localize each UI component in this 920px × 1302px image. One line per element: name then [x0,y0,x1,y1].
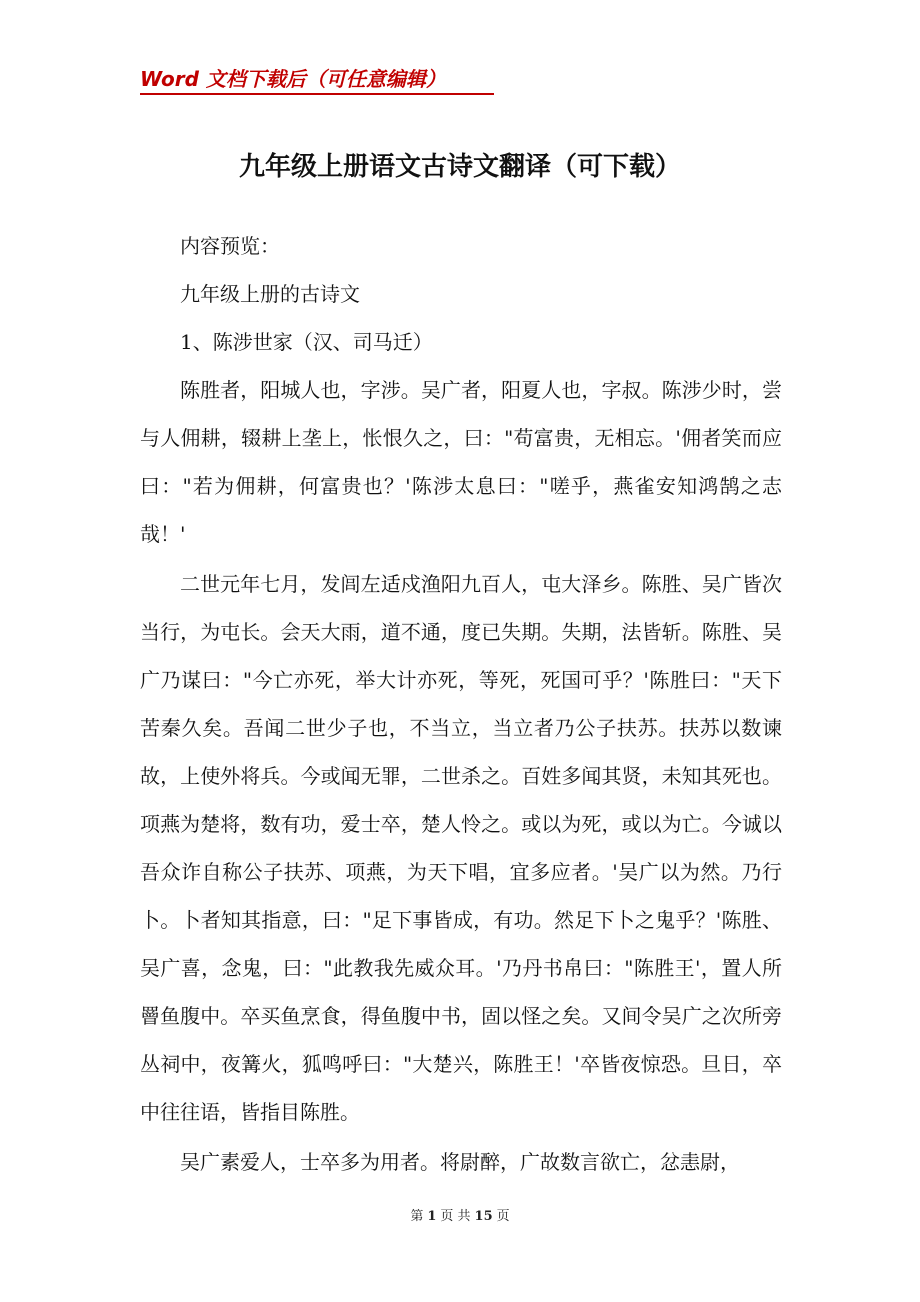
header-banner: Word 文档下载后（可任意编辑） [140,67,446,91]
document-body [140,222,782,1186]
paragraph-preview-label: 内容预览： [180,234,280,258]
footer-prefix: 第 [410,1209,424,1224]
paragraph-text: 吴广素爱人，士卒多为用者。将尉醉，广故数言欲亡，忿恚尉， [180,1150,740,1174]
paragraph-section-heading: 九年级上册的古诗文 [180,282,360,306]
paragraph-poem-title: 1、陈涉世家（汉、司马迁） [180,330,433,354]
footer-middle: 页 共 [440,1209,471,1224]
paragraph-text: 陈胜者，阳城人也，字涉。吴广者，阳夏人也，字叔。陈涉少时，尝与人佣耕，辍耕上垄上，怅恨久之，曰："苟富贵，无相忘。'佣者笑而应曰："若为佣耕，何富贵也？'陈涉太息曰："嗟乎，燕雀安知鸿鹄之志哉！' [140,378,782,546]
footer-suffix: 页 [496,1209,510,1224]
document-title: 九年级上册语文古诗文翻译（可下载） [238,152,681,182]
paragraph-text: 二世元年七月，发闾左适戍渔阳九百人，屯大泽乡。陈胜、吴广皆次当行，为屯长。会天大雨，道不通，度已失期。失期，法皆斩。陈胜、吴广乃谋曰："今亡亦死，举大计亦死，等死，死国可乎？'陈胜曰："天下苦秦久矣。吾闻二世少子也，不当立，当立者乃公子扶苏。扶苏以数谏故，上使外将兵。今或闻无罪，二世杀之。百姓多闻其贤，未知其死也。项燕为楚将，数有功，爱士卒，楚人怜之。或以为死，或以为亡。今诚以吾众诈自称公子扶苏、项燕，为天下唱，宜多应者。'吴广以为然。乃行卜。卜者知其指意，曰："足下事皆成，有功。然足下卜之鬼乎？'陈胜、吴广喜，念鬼，曰："此教我先威众耳。'乃丹书帛曰："陈胜王'，置人所罾鱼腹中。卒买鱼烹食，得鱼腹中书，固以怪之矣。又间令吴广之次所旁丛祠中，夜篝火，狐鸣呼曰："大楚兴，陈胜王！'卒皆夜惊恐。旦日，卒中往往语，皆指目陈胜。 [140,572,782,1124]
page-footer [0,1208,920,1226]
footer-page-number: 1 [427,1209,437,1224]
footer-total-pages: 15 [474,1209,493,1224]
header-underline [140,93,494,95]
